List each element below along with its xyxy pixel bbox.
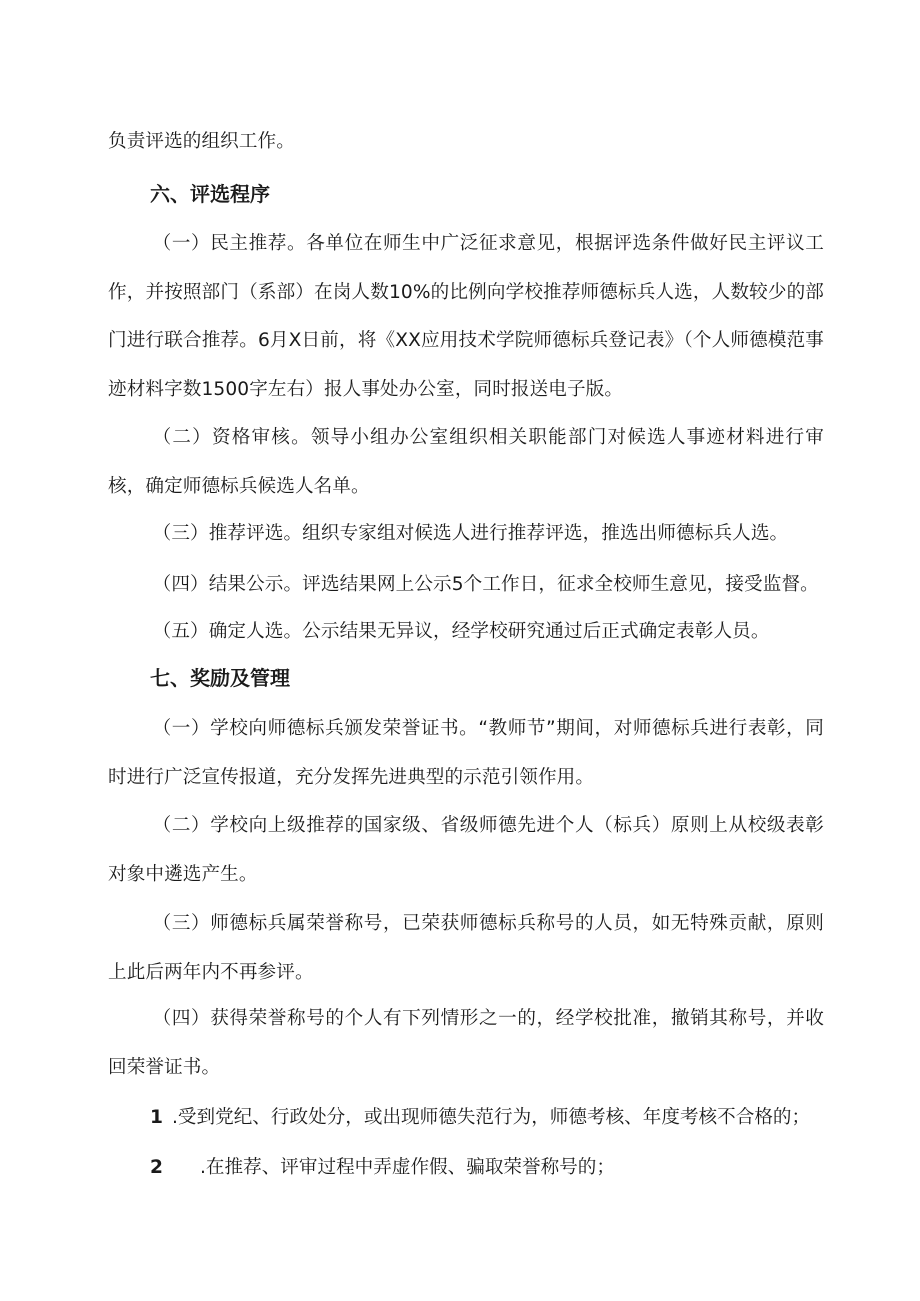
paragraph-6-2: （二）资格审核。领导小组办公室组织相关职能部门对候选人事迹材料进行审核，确定师德标兵候选人名单。	[108, 427, 824, 497]
list-item-2	[150, 1153, 615, 1183]
list-number: 1	[150, 1107, 163, 1128]
paragraph-6-5: （五）确定人选。公示结果无异议，经学校研究通过后正式确定表彰人员。	[152, 621, 770, 642]
list-number: 2	[150, 1157, 163, 1178]
paragraph-7-3: （三）师德标兵属荣誉称号，已荣获师德标兵称号的人员，如无特殊贡献，原则上此后两年内不再参评。	[108, 913, 824, 983]
paragraph-7-4: （四）获得荣誉称号的个人有下列情形之一的，经学校批准，撤销其称号，并收回荣誉证书。	[108, 1008, 824, 1078]
list-text: .在推荐、评审过程中弄虚作假、骗取荣誉称号的；	[200, 1157, 615, 1178]
section-heading-7: 七、奖励及管理	[150, 666, 290, 690]
paragraph-6-4: （四）结果公示。评选结果网上公示5个工作日，征求全校师生意见，接受监督。	[152, 574, 819, 595]
paragraph-7-2: （二）学校向上级推荐的国家级、省级师德先进个人（标兵）原则上从校级表彰对象中遴选产生。	[108, 815, 824, 885]
paragraph-6-3: （三）推荐评选。组织专家组对候选人进行推荐评选，推选出师德标兵人选。	[152, 523, 789, 544]
list-item-1	[150, 1103, 810, 1133]
paragraph-7-1: （一）学校向师德标兵颁发荣誉证书。“教师节”期间，对师德标兵进行表彰，同时进行广泛宣传报道，充分发挥先进典型的示范引领作用。	[108, 718, 824, 788]
section-heading-6: 六、评选程序	[150, 182, 270, 206]
paragraph-6-1: （一）民主推荐。各单位在师生中广泛征求意见，根据评选条件做好民主评议工作，并按照部门（系部）在岗人数10%的比例向学校推荐师德标兵人选，人数较少的部门进行联合推荐。6月X日前，将《XX应用技术学院师德标兵登记表》（个人师德模范事迹材料字数1500字左右）报人事处办公室，同时报送电子版。	[108, 233, 824, 400]
paragraph-intro: 负责评选的组织工作。	[108, 131, 295, 152]
list-text: .受到党纪、行政处分，或出现师德失范行为，师德考核、年度考核不合格的；	[172, 1107, 811, 1128]
